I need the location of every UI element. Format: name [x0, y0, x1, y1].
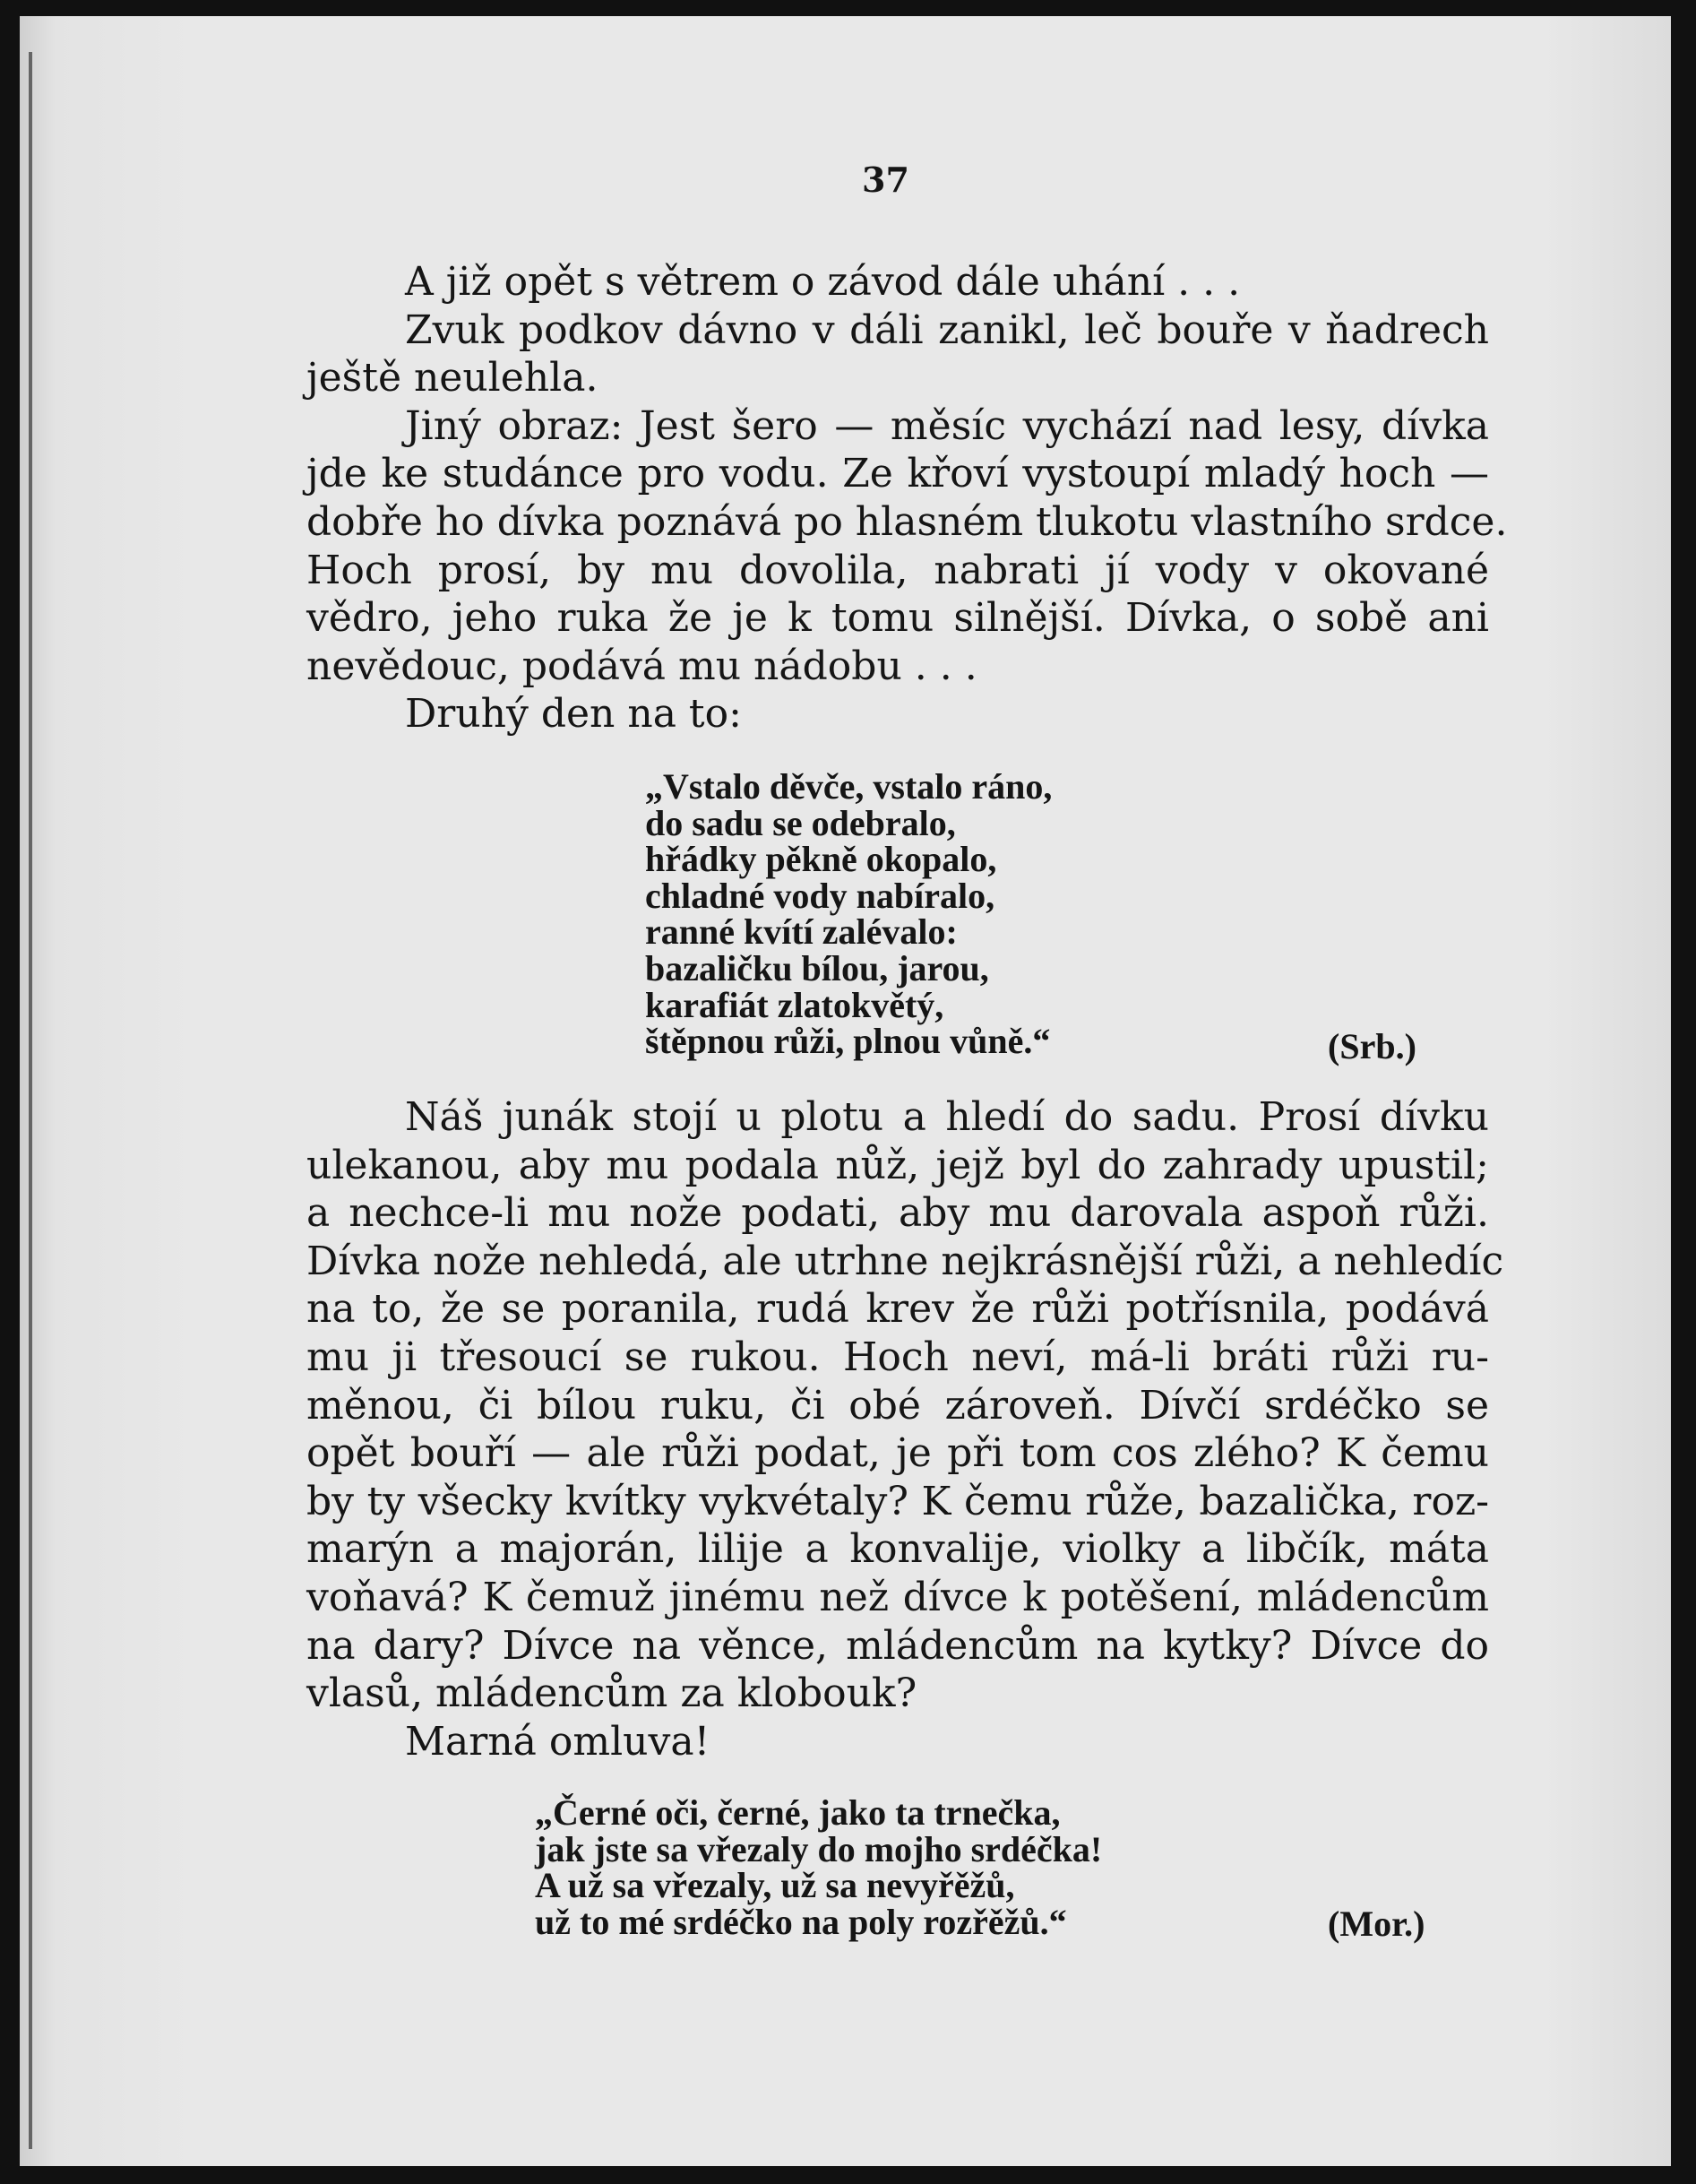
- text-line: jde ke studánce pro vodu. Ze křoví vystoupí mladý hoch —: [306, 451, 1489, 497]
- page-number: 37: [862, 160, 909, 200]
- text-line: vědro, jeho ruka že je k tomu silnější. Dívka, o sobě ani: [306, 595, 1489, 642]
- text-line: dobře ho dívka poznává po hlasném tlukotu vlastního srdce.: [306, 498, 1508, 545]
- text-line: vlasů, mládencům za klobouk?: [306, 1670, 917, 1717]
- text-line: Jiný obraz: Jest šero — měsíc vychází nad lesy, dívka: [405, 402, 1489, 449]
- text-line: by ty všecky kvítky vykvétaly? K čemu růže, bazalička, roz-: [306, 1478, 1489, 1524]
- text-line: Druhý den na to:: [405, 691, 742, 738]
- text-line: a nechce-li mu nože podati, aby mu darovala aspoň růži.: [306, 1190, 1489, 1237]
- poem-1-source: (Srb.): [1328, 1026, 1416, 1066]
- poem-2-source: (Mor.): [1328, 1903, 1425, 1944]
- poem-line: do sadu se odebralo,: [645, 802, 956, 843]
- poem-line: už to mé srdéčko na poly rozřěžů.“: [535, 1901, 1067, 1942]
- text-line: opět bouří — ale růži podat, je při tom cos zlého? K čemu: [306, 1430, 1489, 1477]
- text-line: mu ji třesoucí se rukou. Hoch neví, má-li bráti růži ru-: [306, 1334, 1489, 1380]
- poem-line: „Vstalo děvče, vstalo ráno,: [645, 766, 1053, 807]
- text-line: Zvuk podkov dávno v dáli zanikl, leč bouře v ňadrech: [405, 306, 1489, 353]
- text-line: Hoch prosí, by mu dovolila, nabrati jí vody v okované: [306, 547, 1489, 593]
- text-line: Marná omluva!: [405, 1718, 710, 1765]
- text-line: ulekanou, aby mu podala nůž, jejž byl do zahrady upustil;: [306, 1142, 1489, 1188]
- text-line: měnou, či bílou ruku, či obé zároveň. Dívčí srdéčko se: [306, 1382, 1489, 1429]
- text-line: na dary? Dívce na věnce, mládencům na kytky? Dívce do: [306, 1622, 1489, 1669]
- prose-block-1: [306, 258, 1508, 738]
- poem-block-1: [645, 766, 1053, 1062]
- poem-line: bazaličku bílou, jarou,: [645, 947, 989, 988]
- poem-line: chladné vody nabíralo,: [645, 875, 995, 916]
- text-line: na to, že se poranila, rudá krev že růži potřísnila, podává: [306, 1286, 1489, 1333]
- page-spine-shadow: [29, 52, 32, 2149]
- text-line: marýn a majorán, lilije a konvalije, violky a libčík, máta: [306, 1526, 1489, 1573]
- poem-line: A už sa vřezaly, už sa nevyřěžů,: [535, 1865, 1015, 1906]
- poem-line: karafiát zlatokvětý,: [645, 984, 944, 1025]
- poem-line: štěpnou růži, plnou vůně.“: [645, 1021, 1051, 1062]
- text-line: Dívka nože nehledá, ale utrhne nejkrásnější růži, a nehledíc: [306, 1238, 1504, 1284]
- prose-block-2: [306, 1093, 1504, 1765]
- poem-line: ranné kvítí zalévalo:: [645, 911, 958, 953]
- poem-line: jak jste sa vřezaly do mojho srdéčka!: [535, 1828, 1103, 1869]
- text-line: A již opět s větrem o závod dále uhání . . .: [405, 259, 1241, 305]
- text-line: voňavá? K čemuž jinému než dívce k potěšení, mládencům: [306, 1574, 1489, 1620]
- text-line: nevědouc, podává mu nádobu . . .: [306, 643, 977, 689]
- text-line: Náš junák stojí u plotu a hledí do sadu. Prosí dívku: [405, 1094, 1489, 1140]
- poem-line: „Černé oči, černé, jako ta trnečka,: [535, 1792, 1061, 1833]
- book-page: [20, 16, 1671, 2166]
- poem-line: hřádky pěkně okopalo,: [645, 839, 997, 880]
- poem-block-2: [535, 1792, 1103, 1942]
- text-line: ještě neulehla.: [306, 355, 598, 401]
